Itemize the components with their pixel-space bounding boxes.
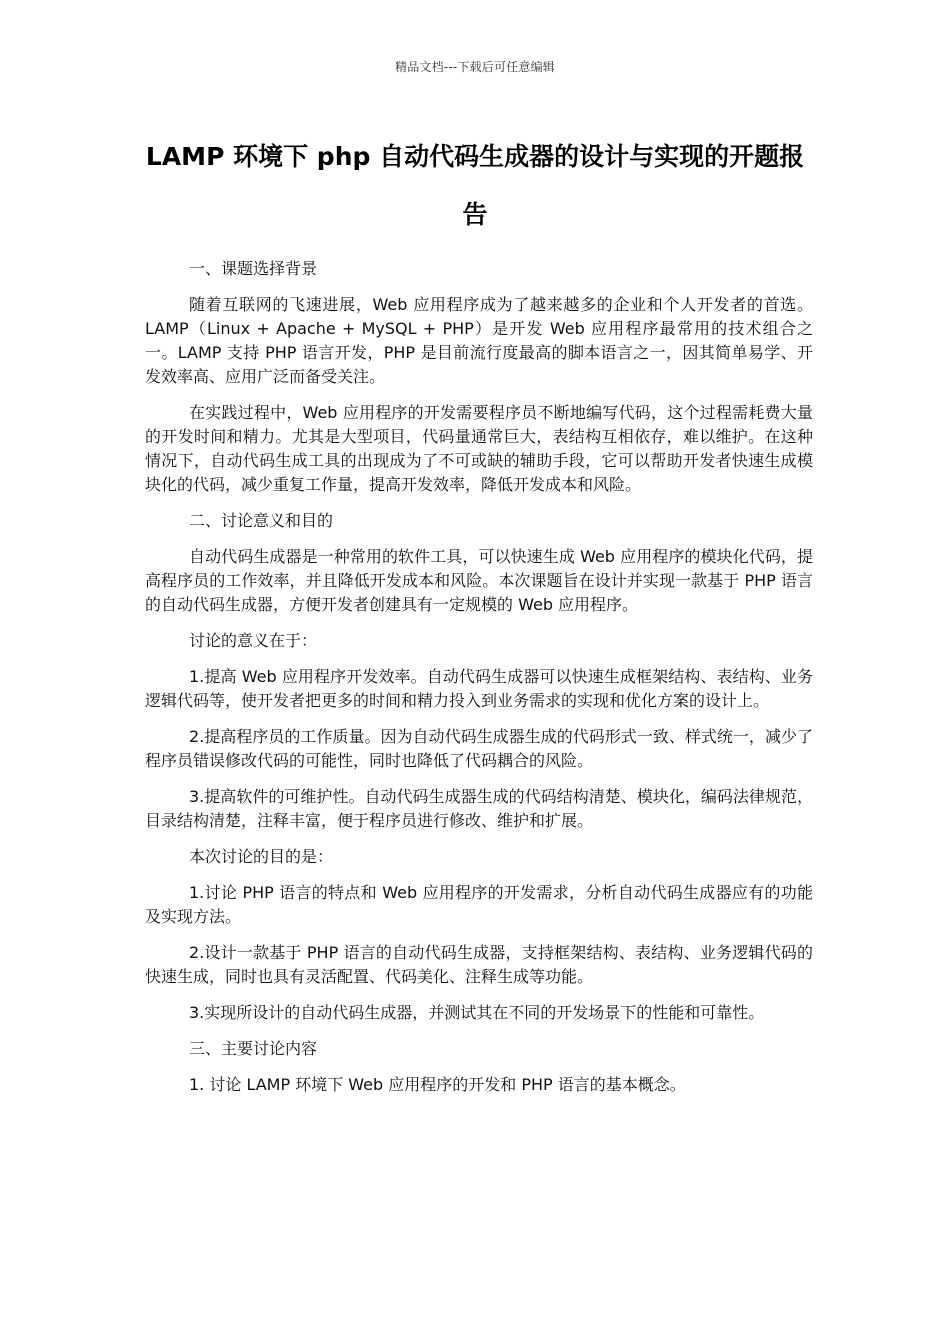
section-heading: 二、讨论意义和目的 <box>189 511 334 530</box>
body-paragraph: 在实践过程中，Web 应用程序的开发需要程序员不断地编写代码，这个过程需耗费大量的开发时间和精力。尤其是大型项目，代码量通常巨大，表结构互相依存，难以维护。在这种情况下，自动代码生成工具的出现成为了不可或缺的辅助手段，它可以帮助开发者快速生成模块化的代码，减少重复工作量，提高开发效率，降低开发成本和风险。 <box>145 403 813 494</box>
body-paragraph: 自动代码生成器是一种常用的软件工具，可以快速生成 Web 应用程序的模块化代码，提高程序员的工作效率，并且降低开发成本和风险。本次课题旨在设计并实现一款基于 PHP 语言的自动代码生成器，方便开发者创建具有一定规模的 Web 应用程序。 <box>145 547 813 614</box>
body-paragraph: 3.实现所设计的自动代码生成器，并测试其在不同的开发场景下的性能和可靠性。 <box>189 1003 765 1022</box>
body-paragraph: 本次讨论的目的是： <box>189 847 334 866</box>
body-paragraph: 讨论的意义在于： <box>189 631 318 650</box>
body-paragraph: 3.提高软件的可维护性。自动代码生成器生成的代码结构清楚、模块化，编码法律规范，目录结构清楚，注释丰富，便于程序员进行修改、维护和扩展。 <box>145 787 813 830</box>
document-body <box>145 257 813 1109</box>
header-note: 精品文档---下载后可任意编辑 <box>395 60 555 74</box>
section-heading: 一、课题选择背景 <box>189 259 318 278</box>
body-paragraph: 2.设计一款基于 PHP 语言的自动代码生成器，支持框架结构、表结构、业务逻辑代码的快速生成，同时也具有灵活配置、代码美化、注释生成等功能。 <box>145 943 813 986</box>
body-paragraph: 1.讨论 PHP 语言的特点和 Web 应用程序的开发需求，分析自动代码生成器应有的功能及实现方法。 <box>145 883 813 926</box>
body-paragraph: 随着互联网的飞速进展，Web 应用程序成为了越来越多的企业和个人开发者的首选。LAMP（Linux + Apache + MySQL + PHP）是开发 Web 应用程序最常用的技术组合之一。LAMP 支持 PHP 语言开发，PHP 是目前流行度最高的脚本语言之一，因其简单易学、开发效率高、应用广泛而备受关注。 <box>145 295 813 386</box>
body-paragraph: 2.提高程序员的工作质量。因为自动代码生成器生成的代码形式一致、样式统一，减少了程序员错误修改代码的可能性，同时也降低了代码耦合的风险。 <box>145 727 813 770</box>
body-paragraph: 1. 讨论 LAMP 环境下 Web 应用程序的开发和 PHP 语言的基本概念。 <box>189 1075 686 1094</box>
section-heading: 三、主要讨论内容 <box>189 1039 318 1058</box>
document-title: LAMP 环境下 php 自动代码生成器的设计与实现的开题报告 <box>145 142 805 229</box>
body-paragraph: 1.提高 Web 应用程序开发效率。自动代码生成器可以快速生成框架结构、表结构、业务逻辑代码等，使开发者把更多的时间和精力投入到业务需求的实现和优化方案的设计上。 <box>145 667 813 710</box>
